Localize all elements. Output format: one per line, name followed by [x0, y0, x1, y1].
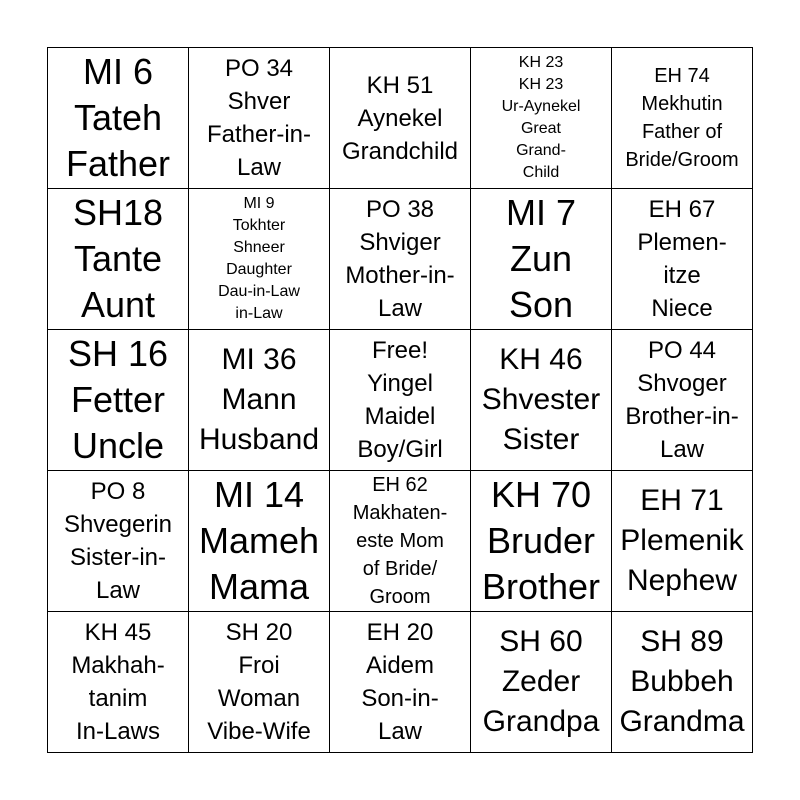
- bingo-cell[interactable]: [612, 48, 753, 189]
- cell-text-line: Zun: [509, 238, 573, 279]
- cell-text-line: Aynekel: [357, 104, 443, 132]
- cell-text-line: Mann: [221, 383, 297, 416]
- cell-text-line: PO 8: [90, 478, 146, 505]
- cell-text-line: EH 74: [654, 65, 710, 87]
- bingo-board: [47, 47, 753, 753]
- cell-text-line: Grandpa: [482, 705, 600, 738]
- cell-text-line: Shviger: [359, 229, 441, 256]
- cell-text-line: SH 20: [225, 619, 293, 646]
- cell-text-line: EH 67: [648, 196, 716, 223]
- cell-text-line: Father: [65, 143, 171, 184]
- bingo-cell[interactable]: [612, 189, 753, 330]
- cell-text-line: Mekhutin: [641, 93, 723, 115]
- cell-text-line: MI 14: [213, 474, 305, 515]
- cell-text-line: Sister-in-: [69, 544, 166, 571]
- cell-text-line: SH18: [72, 192, 164, 233]
- bingo-cell[interactable]: [48, 612, 189, 753]
- cell-text-line: Niece: [651, 295, 713, 322]
- cell-text-line: Maidel: [364, 403, 436, 430]
- cell-text-line: Mother-in-: [345, 262, 455, 289]
- cell-text-line: Law: [236, 154, 282, 181]
- cell-text-line: Tateh: [73, 97, 163, 138]
- bingo-cell[interactable]: [471, 189, 612, 330]
- cell-text-line: Boy/Girl: [357, 436, 443, 463]
- cell-text-line: Dau-in-Law: [218, 283, 300, 300]
- cell-text-line: Woman: [217, 685, 301, 712]
- cell-text-line: Law: [377, 295, 423, 322]
- cell-text-line: Bubbeh: [630, 665, 734, 698]
- cell-text-line: Shver: [227, 88, 291, 115]
- bingo-cell[interactable]: [471, 48, 612, 189]
- cell-text-line: Ur-Aynekel: [501, 98, 581, 115]
- cell-text-line: Shvoger: [637, 370, 727, 397]
- bingo-cell[interactable]: [330, 612, 471, 753]
- bingo-cell[interactable]: [330, 330, 471, 471]
- cell-text-line: Bruder: [486, 520, 596, 561]
- cell-text-line: Uncle: [71, 425, 165, 466]
- cell-text-line: Tokhter: [232, 217, 286, 234]
- cell-text-line: EH 71: [640, 484, 724, 517]
- cell-text-line: Makhah-: [71, 652, 165, 679]
- cell-text-line: Grand-: [516, 142, 566, 159]
- bingo-cell[interactable]: [612, 612, 753, 753]
- cell-text-line: Husband: [198, 423, 320, 456]
- cell-text-line: Son: [508, 284, 574, 325]
- bingo-cell[interactable]: [471, 471, 612, 612]
- bingo-cell[interactable]: [189, 612, 330, 753]
- cell-text-line: SH 16: [67, 333, 169, 374]
- bingo-cell[interactable]: [189, 330, 330, 471]
- cell-text-line: Law: [659, 436, 705, 463]
- cell-text-line: MI 9: [243, 195, 275, 212]
- cell-text-line: este Mom: [356, 530, 444, 552]
- cell-text-line: Father of: [641, 121, 723, 143]
- cell-text-line: SH 89: [640, 625, 724, 658]
- cell-text-line: Groom: [369, 586, 431, 608]
- cell-text-line: Plemen-: [637, 229, 727, 256]
- cell-text-line: Law: [95, 577, 141, 604]
- cell-text-line: Tante: [73, 238, 163, 279]
- bingo-cell[interactable]: [189, 471, 330, 612]
- cell-text-line: Froi: [238, 652, 280, 679]
- cell-text-line: Nephew: [626, 564, 738, 597]
- cell-text-line: Daughter: [226, 261, 292, 278]
- bingo-cell[interactable]: [612, 330, 753, 471]
- cell-text-line: tanim: [88, 685, 148, 712]
- cell-text-line: Makhaten-: [352, 502, 448, 524]
- cell-text-line: Brother-in-: [625, 403, 739, 430]
- cell-text-line: PO 38: [365, 196, 435, 223]
- cell-text-line: PO 44: [647, 337, 717, 364]
- bingo-cell[interactable]: [189, 189, 330, 330]
- cell-text-line: Law: [377, 718, 423, 745]
- cell-text-line: Brother: [481, 566, 601, 607]
- cell-text-line: Mama: [208, 566, 310, 607]
- cell-text-line: EH 62: [372, 474, 428, 496]
- bingo-cell[interactable]: [189, 48, 330, 189]
- bingo-cell[interactable]: [612, 471, 753, 612]
- cell-text-line: EH 20: [366, 619, 434, 646]
- bingo-cell[interactable]: [48, 330, 189, 471]
- cell-text-line: Great: [520, 120, 561, 137]
- cell-text-line: SH 60: [499, 625, 583, 658]
- cell-text-line: KH 23: [518, 54, 564, 71]
- cell-text-line: In-Laws: [75, 718, 161, 745]
- cell-text-line: MI 36: [221, 343, 297, 376]
- cell-text-line: Yingel: [367, 370, 433, 397]
- bingo-cell[interactable]: [48, 189, 189, 330]
- bingo-cell[interactable]: [330, 471, 471, 612]
- cell-text-line: Vibe-Wife: [207, 718, 311, 745]
- cell-text-line: KH 45: [84, 619, 152, 646]
- cell-text-line: Child: [522, 164, 560, 181]
- cell-text-line: Shneer: [233, 239, 285, 256]
- cell-text-line: Free!: [371, 337, 428, 364]
- cell-text-line: KH 70: [490, 474, 592, 515]
- bingo-cell[interactable]: [471, 330, 612, 471]
- cell-text-line: Grandchild: [341, 137, 459, 165]
- cell-text-line: Plemenik: [620, 524, 744, 557]
- bingo-cell[interactable]: [48, 471, 189, 612]
- cell-text-line: of Bride/: [362, 558, 438, 580]
- bingo-cell[interactable]: [330, 48, 471, 189]
- cell-text-line: Fetter: [70, 379, 166, 420]
- cell-text-line: Mameh: [198, 520, 320, 561]
- bingo-cell[interactable]: [471, 612, 612, 753]
- bingo-cell[interactable]: [330, 189, 471, 330]
- cell-text-line: Sister: [502, 423, 580, 456]
- cell-text-line: KH 51: [366, 71, 434, 99]
- cell-text-line: Father-in-: [206, 121, 312, 148]
- cell-text-line: Grandma: [619, 705, 745, 738]
- cell-text-line: Bride/Groom: [625, 149, 739, 171]
- cell-text-line: MI 6: [82, 51, 153, 92]
- cell-text-line: in-Law: [235, 305, 283, 322]
- cell-text-line: KH 23: [518, 76, 564, 93]
- cell-text-line: Zeder: [501, 665, 581, 698]
- cell-text-line: Son-in-: [361, 685, 439, 712]
- bingo-cell[interactable]: [48, 48, 189, 189]
- cell-text-line: MI 7: [505, 192, 576, 233]
- cell-text-line: itze: [663, 262, 701, 289]
- cell-text-line: Aunt: [80, 284, 156, 325]
- cell-text-line: PO 34: [224, 55, 294, 82]
- cell-text-line: Aidem: [365, 652, 435, 679]
- cell-text-line: KH 46: [499, 343, 583, 376]
- cell-text-line: Shvester: [481, 383, 601, 416]
- cell-text-line: Shvegerin: [63, 511, 173, 538]
